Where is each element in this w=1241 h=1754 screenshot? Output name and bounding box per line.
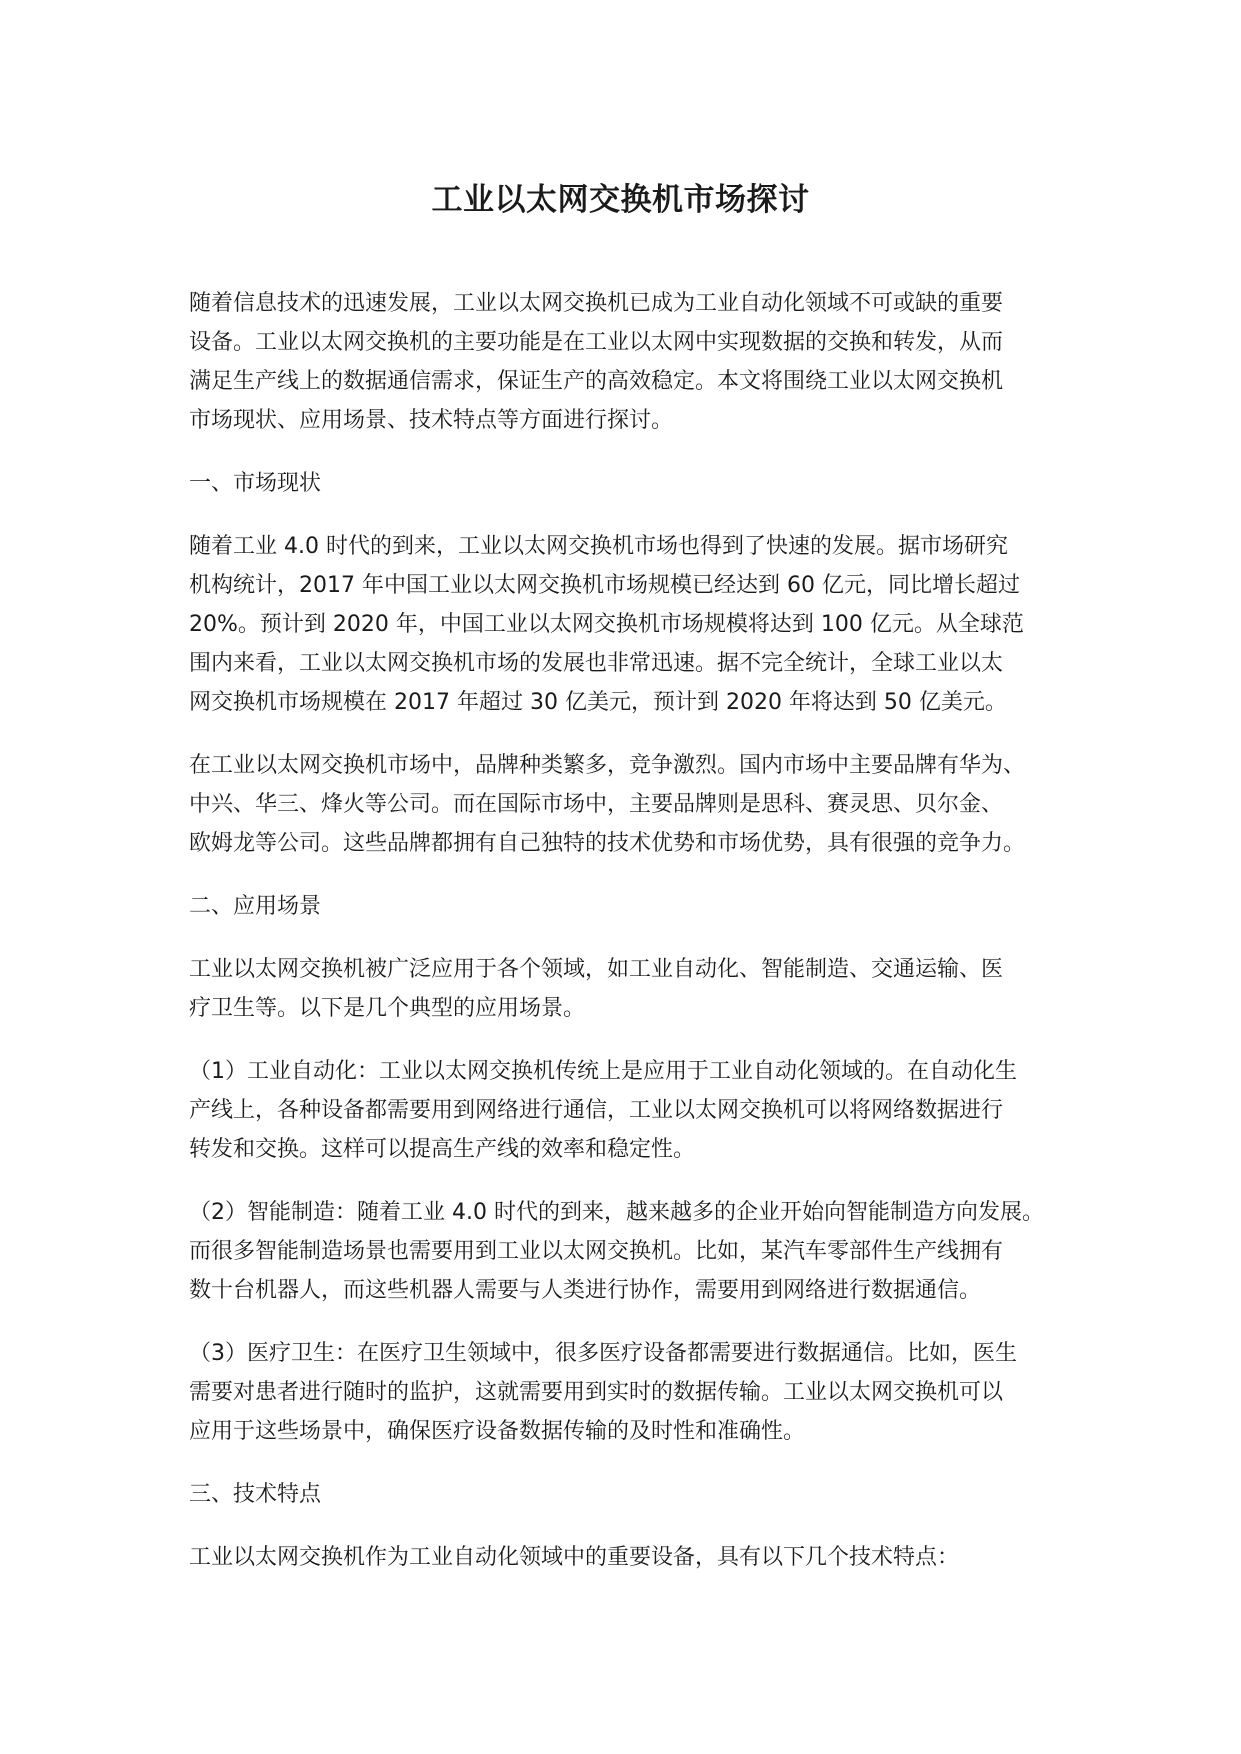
paragraph-line: 中兴、华三、烽火等公司。而在国际市场中，主要品牌则是思科、赛灵思、贝尔金、 xyxy=(189,792,1004,817)
application-healthcare xyxy=(189,1334,1069,1451)
paragraph-line: 设备。工业以太网交换机的主要功能是在工业以太网中实现数据的交换和转发，从而 xyxy=(189,330,1004,355)
paragraph-line: 疗卫生等。以下是几个典型的应用场景。 xyxy=(189,996,586,1021)
application-smart-manufacturing xyxy=(189,1193,1069,1310)
paragraph-line: 需要对患者进行随时的监护，这就需要用到实时的数据传输。工业以太网交换机可以 xyxy=(189,1380,1004,1405)
heading-text: 一、市场现状 xyxy=(189,471,322,496)
paragraph-line: 应用于这些场景中，确保医疗设备数据传输的及时性和准确性。 xyxy=(189,1419,806,1444)
paragraph-line: 机构统计，2017 年中国工业以太网交换机市场规模已经达到 60 亿元，同比增长超过 xyxy=(189,573,1020,598)
section-heading-tech-features xyxy=(189,1475,1069,1514)
paragraph-line: （2）智能制造：随着工业 4.0 时代的到来，越来越多的企业开始向智能制造方向发展。 xyxy=(189,1200,1044,1225)
section-heading-applications xyxy=(189,887,1069,926)
applications-intro-paragraph xyxy=(189,950,1069,1028)
paragraph-line: （1）工业自动化：工业以太网交换机传统上是应用于工业自动化领域的。在自动化生 xyxy=(189,1059,1017,1084)
paragraph-line: 随着工业 4.0 时代的到来，工业以太网交换机市场也得到了快速的发展。据市场研究 xyxy=(189,534,1008,559)
paragraph-line: 工业以太网交换机被广泛应用于各个领域，如工业自动化、智能制造、交通运输、医 xyxy=(189,957,1004,982)
intro-paragraph xyxy=(189,284,1069,440)
heading-text: 二、应用场景 xyxy=(189,894,322,919)
paragraph-line: （3）医疗卫生：在医疗卫生领域中，很多医疗设备都需要进行数据通信。比如，医生 xyxy=(189,1341,1017,1366)
paragraph-line: 围内来看，工业以太网交换机市场的发展也非常迅速。据不完全统计，全球工业以太 xyxy=(189,651,1004,676)
document-body xyxy=(189,284,1069,1601)
paragraph-line: 转发和交换。这样可以提高生产线的效率和稳定性。 xyxy=(189,1137,696,1162)
paragraph-line: 在工业以太网交换机市场中，品牌种类繁多，竞争激烈。国内市场中主要品牌有华为、 xyxy=(189,753,1026,778)
tech-features-intro-paragraph xyxy=(189,1538,1069,1577)
section-heading-market-status xyxy=(189,464,1069,503)
paragraph-line: 而很多智能制造场景也需要用到工业以太网交换机。比如，某汽车零部件生产线拥有 xyxy=(189,1239,1004,1264)
paragraph-line: 欧姆龙等公司。这些品牌都拥有自己独特的技术优势和市场优势，具有很强的竞争力。 xyxy=(189,831,1026,856)
paragraph-line: 市场现状、应用场景、技术特点等方面进行探讨。 xyxy=(189,408,674,433)
paragraph-line: 20%。预计到 2020 年，中国工业以太网交换机市场规模将达到 100 亿元。从全球范 xyxy=(189,612,1024,637)
paragraph-line: 产线上，各种设备都需要用到网络进行通信，工业以太网交换机可以将网络数据进行 xyxy=(189,1098,1004,1123)
market-size-paragraph xyxy=(189,527,1069,722)
paragraph-line: 随着信息技术的迅速发展，工业以太网交换机已成为工业自动化领域不可或缺的重要 xyxy=(189,291,1004,316)
paragraph-line: 工业以太网交换机作为工业自动化领域中的重要设备，具有以下几个技术特点： xyxy=(189,1545,960,1570)
paragraph-line: 数十台机器人，而这些机器人需要与人类进行协作，需要用到网络进行数据通信。 xyxy=(189,1278,982,1303)
paragraph-line: 网交换机市场规模在 2017 年超过 30 亿美元，预计到 2020 年将达到 50 亿美元。 xyxy=(189,690,1007,715)
paragraph-line: 满足生产线上的数据通信需求，保证生产的高效稳定。本文将围绕工业以太网交换机 xyxy=(189,369,1004,394)
document-title: 工业以太网交换机市场探讨 xyxy=(431,182,810,218)
brands-paragraph xyxy=(189,746,1069,863)
heading-text: 三、技术特点 xyxy=(189,1482,322,1507)
application-industrial-automation xyxy=(189,1052,1069,1169)
